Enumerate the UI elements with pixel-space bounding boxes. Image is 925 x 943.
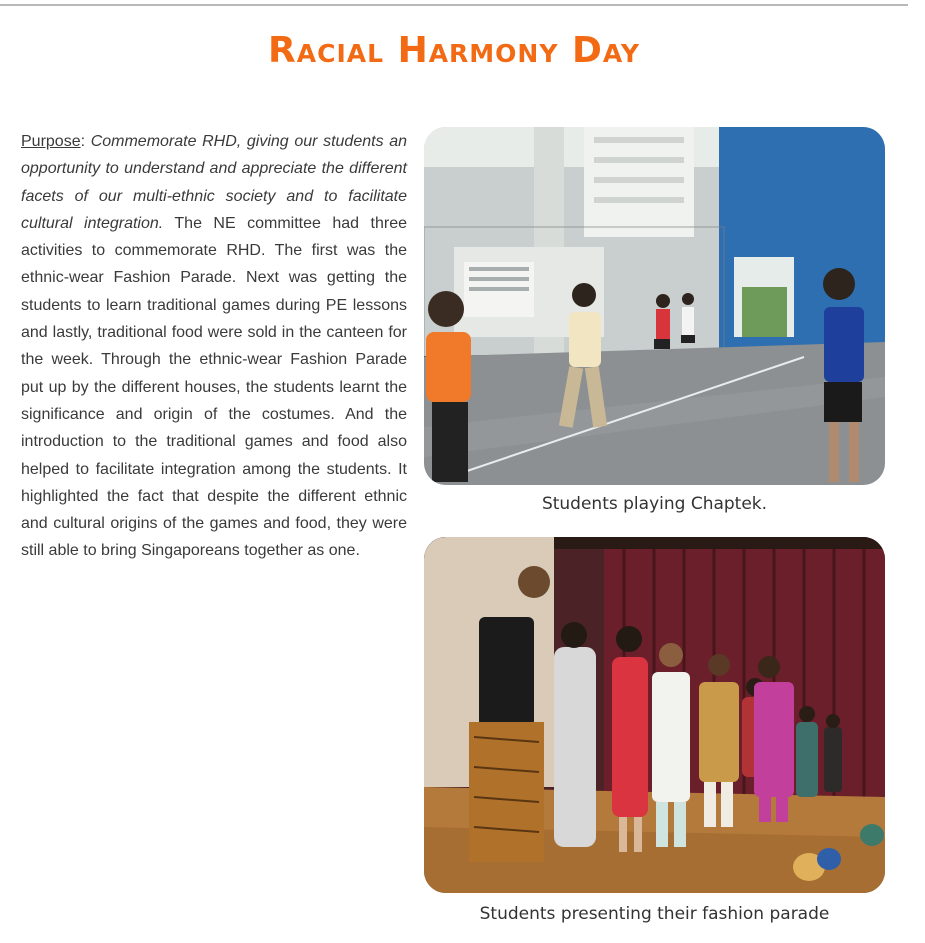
article-text bbox=[21, 128, 407, 565]
photo-caption-1: Students playing Chaptek. bbox=[541, 494, 768, 514]
top-divider bbox=[0, 4, 908, 6]
photo-caption-2: Students presenting their fashion parade bbox=[479, 904, 830, 924]
purpose-separator: : bbox=[80, 133, 91, 150]
article-body: The NE committee had three activities to commemorate RHD. The first was the ethnic-wear Fashion Parade. Next was getting the students to learn traditional games during PE lessons and lastly, traditional food were sold in the canteen for the week. Through the ethnic-wear Fashion Parade put up by the different houses, the students learnt the significance and origin of the costumes. And the introduction to the traditional games and food also helped to facilitate integration among the students. It highlighted the fact that despite the different ethnic and cultural origins of the games and food, they were still able to bring Singaporeans together as one. bbox=[21, 214, 408, 560]
purpose-statement: Commemorate RHD, giving our students an opportunity to understand and appreciate the different facets of our multi-ethnic society and to facilitate cultural integration. bbox=[21, 133, 408, 232]
page-title: Racial Harmony Day bbox=[268, 30, 640, 71]
chaptek-photo bbox=[424, 127, 885, 485]
purpose-label: Purpose bbox=[21, 133, 81, 150]
fashion-parade-photo bbox=[424, 537, 885, 893]
